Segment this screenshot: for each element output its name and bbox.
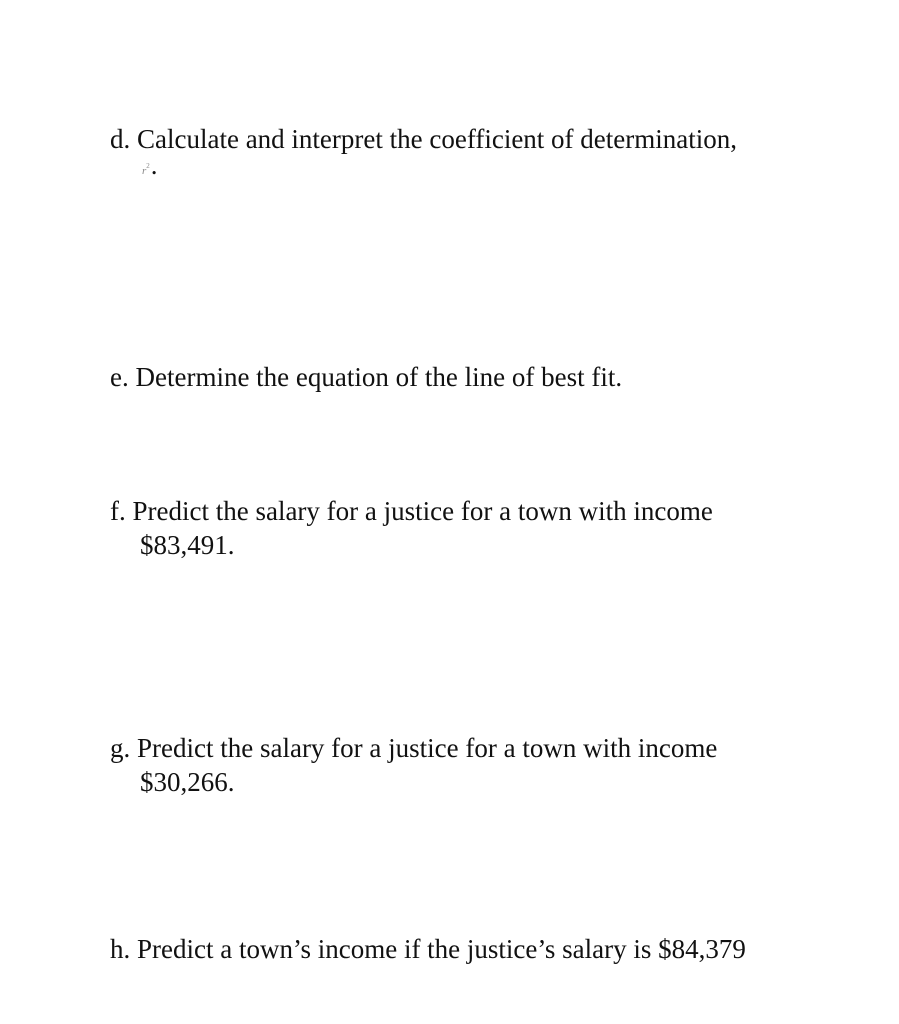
- question-e: [110, 360, 870, 394]
- question-d: [110, 122, 870, 184]
- question-g-amount: $30,266.: [140, 767, 235, 797]
- question-h-text: h. Predict a town’s income if the justice’s salary is $84,379: [110, 934, 746, 964]
- question-d-text: d. Calculate and interpret the coefficient of determination,: [110, 124, 737, 154]
- question-g: [110, 731, 870, 799]
- question-e-text: e. Determine the equation of the line of best fit.: [110, 362, 623, 392]
- question-g-text: g. Predict the salary for a justice for a town with income: [110, 733, 718, 763]
- r-squared-variable: r: [142, 165, 147, 177]
- r-squared-symbol: [110, 150, 870, 184]
- question-f: [110, 494, 870, 562]
- r-squared-exponent: 2: [146, 162, 150, 170]
- question-f-text: f. Predict the salary for a justice for a town with income: [110, 496, 713, 526]
- question-f-amount: $83,491.: [140, 530, 235, 560]
- question-h: [110, 932, 870, 966]
- r-squared-period: .: [150, 150, 158, 180]
